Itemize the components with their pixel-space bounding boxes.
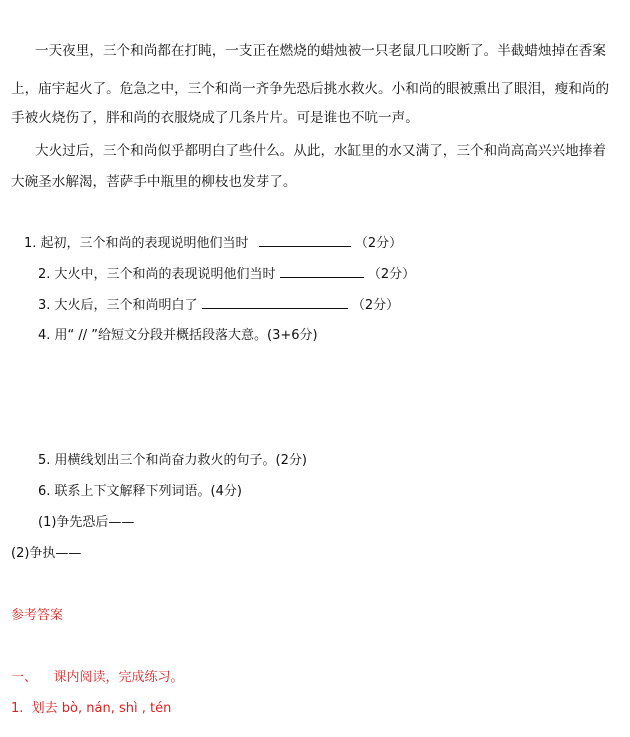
- question-3-score: （2分）: [351, 298, 400, 313]
- answer-section-title: 一、 课内阅读，完成练习。: [11, 670, 184, 685]
- question-3-text: 3. 大火后，三个和尚明白了: [38, 298, 198, 313]
- question-1: [24, 233, 402, 254]
- answer-heading: 参考答案: [11, 608, 64, 623]
- question-4: 4. 用“ // ”给短文分段并概括段落大意。(3+6分): [38, 328, 318, 343]
- question-6-item-1: (1)争先恐后——: [38, 515, 135, 530]
- question-2-text: 2. 大火中，三个和尚的表现说明他们当时: [38, 267, 276, 282]
- passage-para1-line2: 上，庙宇起火了。危急之中，三个和尚一齐争先恐后挑水救火。小和尚的眼被熏出了眼泪，瘦和尚的: [11, 81, 610, 97]
- answer-item-1: 1. 划去 bò, nán, shì , tén: [11, 701, 172, 716]
- answer-blank-1[interactable]: [259, 233, 351, 247]
- question-2-score: （2分）: [367, 267, 416, 282]
- question-1-text: 1. 起初，三个和尚的表现说明他们当时: [24, 236, 249, 251]
- question-6-item-2: (2)争执——: [11, 546, 82, 561]
- answer-blank-3[interactable]: [202, 295, 348, 309]
- question-5: 5. 用横线划出三个和尚奋力救火的句子。(2分): [38, 453, 307, 468]
- passage-para2-line1: 大火过后，三个和尚似乎都明白了些什么。从此，水缸里的水又满了，三个和尚高高兴兴地捧着: [35, 143, 606, 159]
- question-2: [38, 264, 415, 285]
- question-3: [38, 295, 399, 316]
- question-6: 6. 联系上下文解释下列词语。(4分): [38, 484, 242, 499]
- answer-blank-2[interactable]: [280, 264, 364, 278]
- question-1-score: （2分）: [354, 236, 403, 251]
- passage-para1-line1: 一天夜里，三个和尚都在打盹，一支正在燃烧的蜡烛被一只老鼠几口咬断了。半截蜡烛掉在香案: [35, 43, 606, 59]
- passage-para1-line3: 手被火烧伤了，胖和尚的衣服烧成了几条片片。可是谁也不吭一声。: [11, 110, 419, 126]
- passage-para2-line2: 大碗圣水解渴，菩萨手中瓶里的柳枝也发芽了。: [11, 174, 297, 190]
